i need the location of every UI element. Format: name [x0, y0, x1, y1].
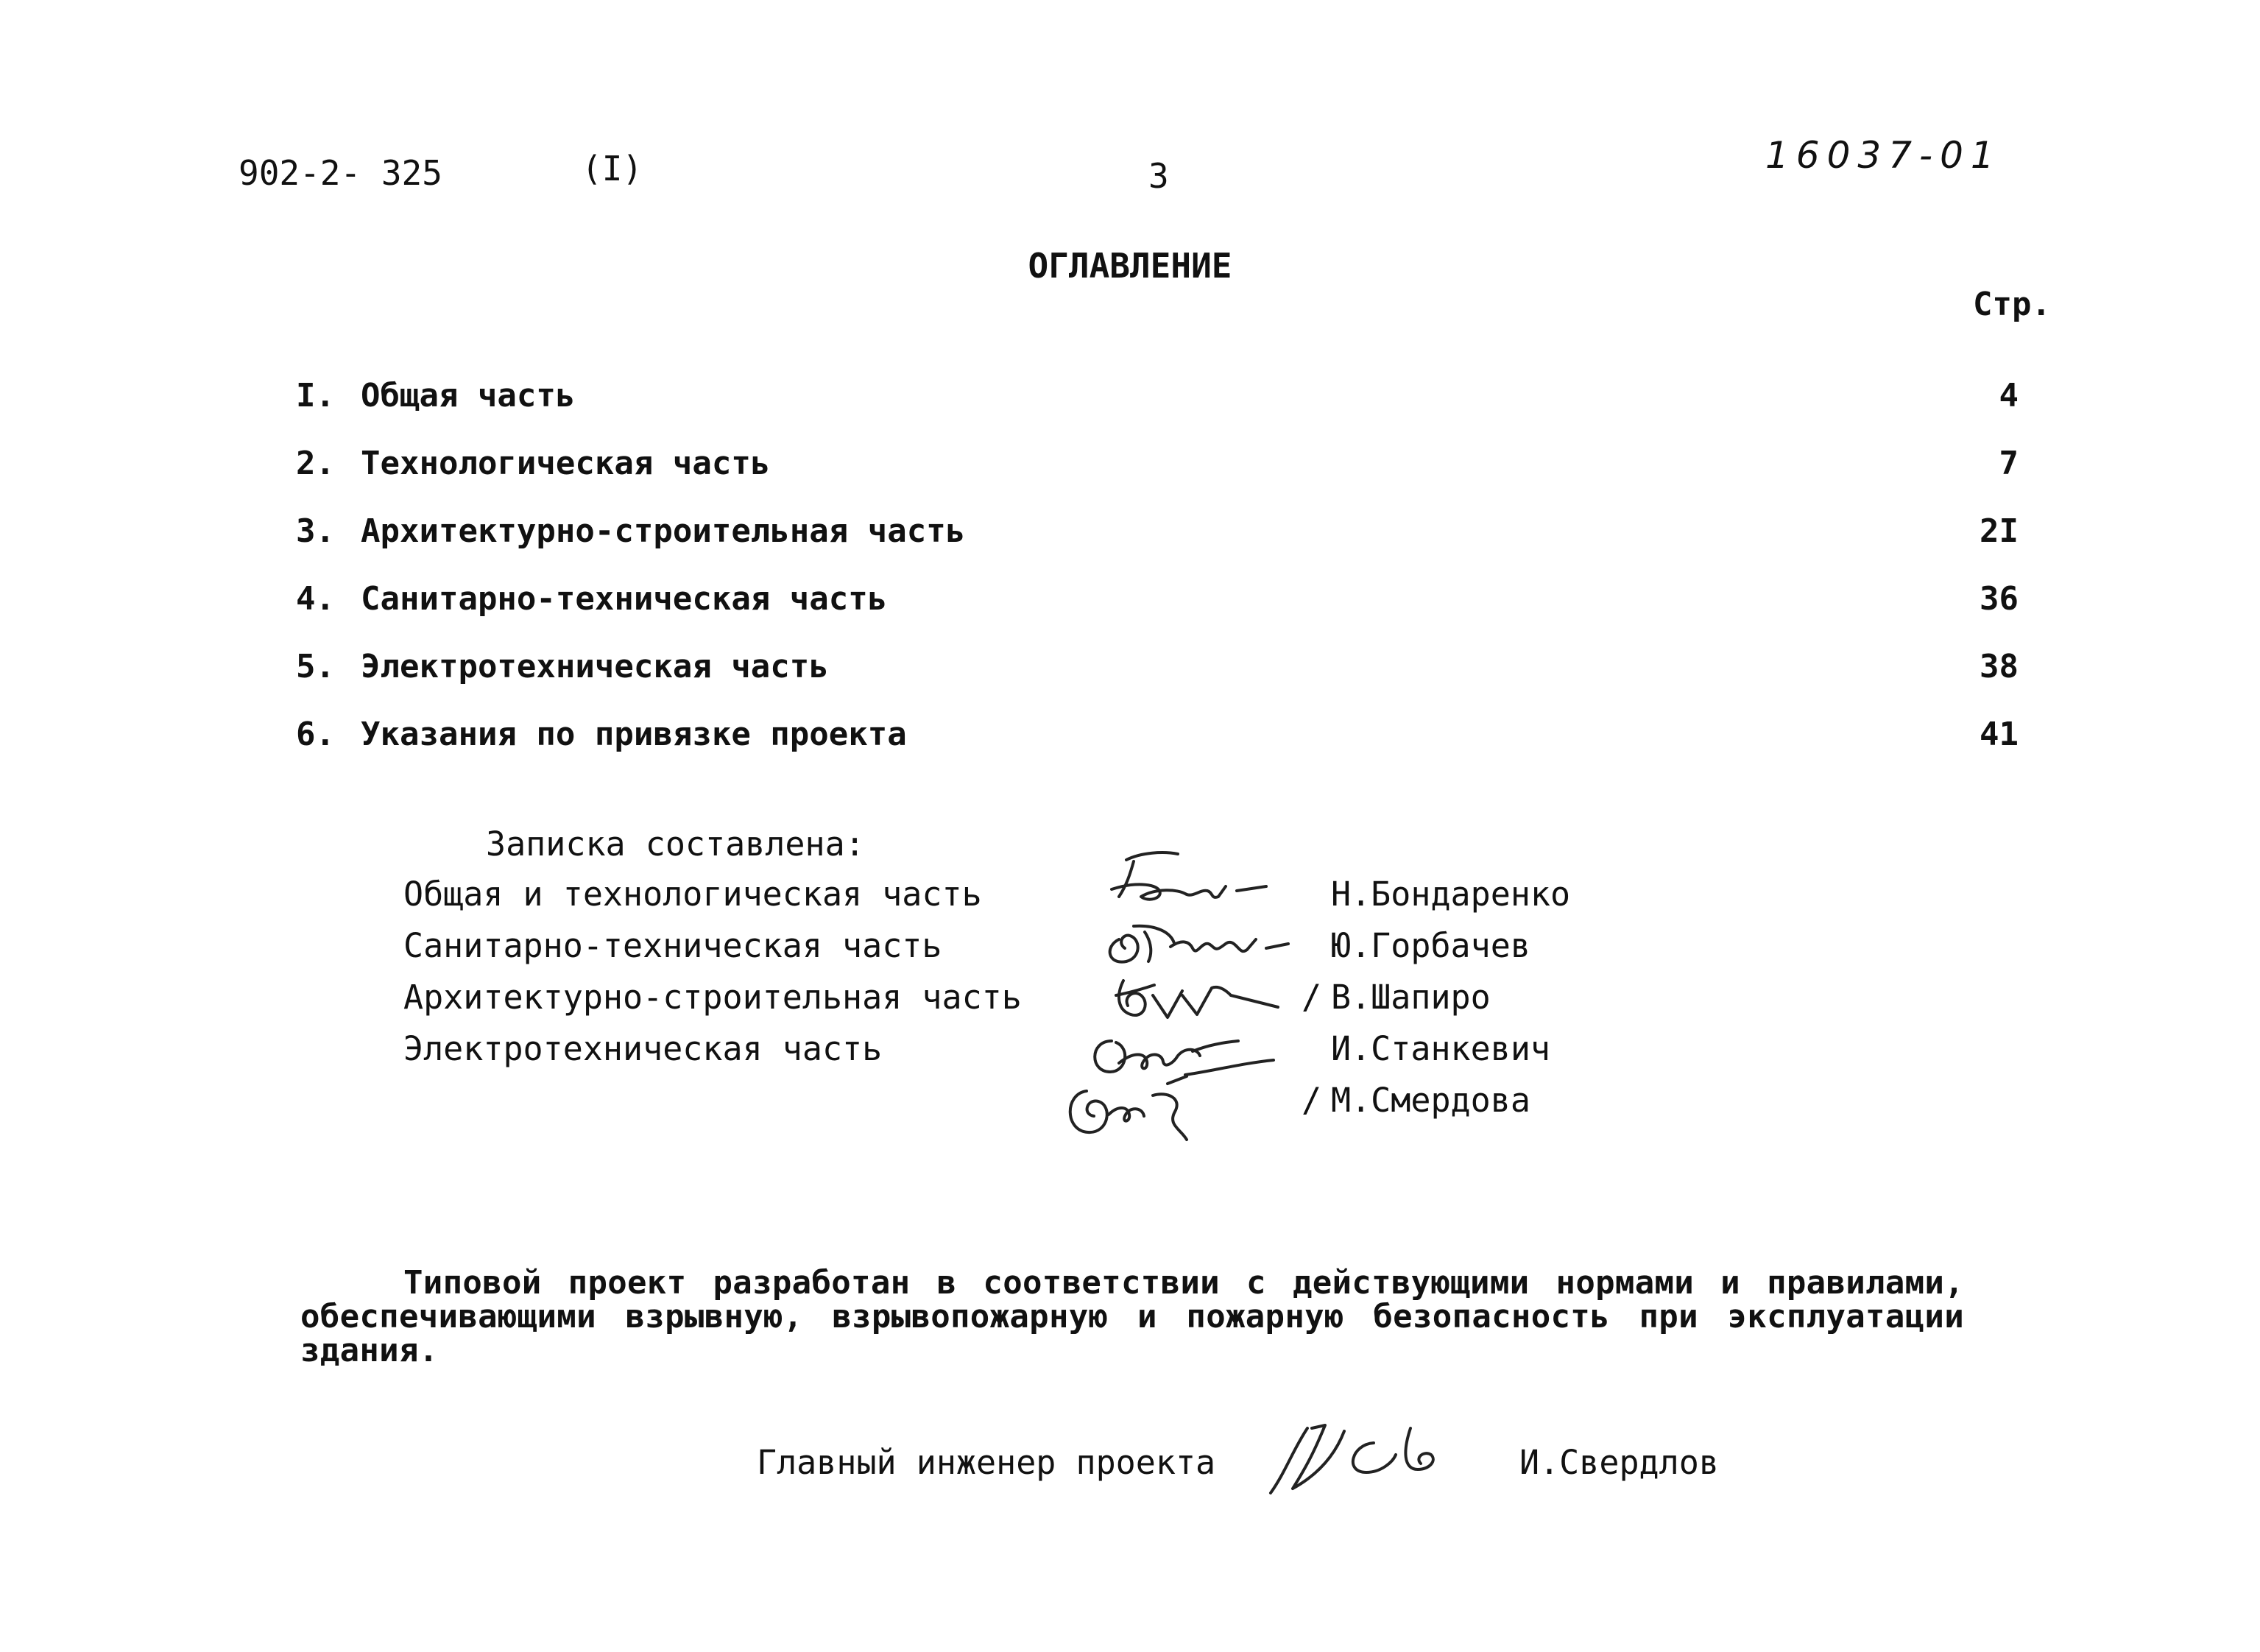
volume-number: (I): [582, 149, 643, 188]
author-row: [403, 1029, 1670, 1076]
author-section: Архитектурно-строительная часть: [403, 978, 1022, 1017]
author-section: Общая и технологическая часть: [403, 875, 982, 914]
toc-item-page: 2I: [1980, 512, 2019, 550]
compliance-note: Типовой проект разработан в соответствии с действующими нормами и правилами, обеспечивающими взрывную, взрывопожарную и пожарную безопасность при эксплуатации здания.: [300, 1264, 1964, 1369]
author-name: М.Смердова: [1331, 1081, 1530, 1120]
page-column-label: Стр.: [1973, 286, 2051, 323]
author-row: [403, 1081, 1670, 1128]
toc-item-number: 2.: [296, 445, 335, 482]
toc-item-page: 41: [1980, 716, 2019, 753]
author-slash: /: [1302, 1081, 1322, 1120]
document-code: 902-2- 325: [239, 153, 442, 193]
author-section: Санитарно-техническая часть: [403, 926, 942, 965]
author-section: Электротехническая часть: [403, 1029, 883, 1068]
toc-item-page: 38: [1980, 648, 2019, 685]
toc-item-title: Санитарно-техническая часть: [361, 580, 888, 618]
toc-item-title: Электротехническая часть: [361, 648, 829, 685]
toc-item-title: Технологическая часть: [361, 445, 771, 482]
author-slash: /: [1302, 978, 1322, 1017]
toc-item-number: I.: [296, 377, 335, 414]
toc-item-title: Общая часть: [361, 377, 576, 414]
author-name: В.Шапиро: [1331, 978, 1491, 1017]
author-name: И.Станкевич: [1331, 1029, 1551, 1068]
author-row: [403, 978, 1670, 1025]
toc-item-page: 36: [1980, 580, 2019, 618]
toc-item-number: 4.: [296, 580, 335, 618]
toc-item-number: 5.: [296, 648, 335, 685]
author-row: [403, 875, 1670, 922]
author-name: Н.Бондаренко: [1331, 875, 1571, 914]
toc-item-title: Указания по привязке проекта: [361, 716, 907, 753]
signature-sverdlov: [1263, 1406, 1455, 1502]
author-name: Ю.Горбачев: [1331, 926, 1530, 965]
authors-heading: Записка составлена:: [486, 825, 865, 864]
toc-title: ОГЛАВЛЕНИЕ: [1028, 246, 1232, 286]
handwritten-inventory-number: 16037-01: [1765, 134, 2002, 177]
chief-engineer-title: Главный инженер проекта: [757, 1443, 1216, 1482]
author-row: [403, 926, 1670, 973]
toc-item-page: 7: [1999, 445, 2019, 482]
toc-item-title: Архитектурно-строительная часть: [361, 512, 966, 550]
chief-engineer-name: И.Свердлов: [1519, 1443, 1719, 1482]
signature-smerdova: [1057, 1069, 1219, 1150]
toc-item-page: 4: [1999, 377, 2019, 414]
toc-item-number: 3.: [296, 512, 335, 550]
signature-bondarenko: [1090, 845, 1281, 919]
toc-item-number: 6.: [296, 716, 335, 753]
page-number: 3: [1148, 156, 1169, 196]
